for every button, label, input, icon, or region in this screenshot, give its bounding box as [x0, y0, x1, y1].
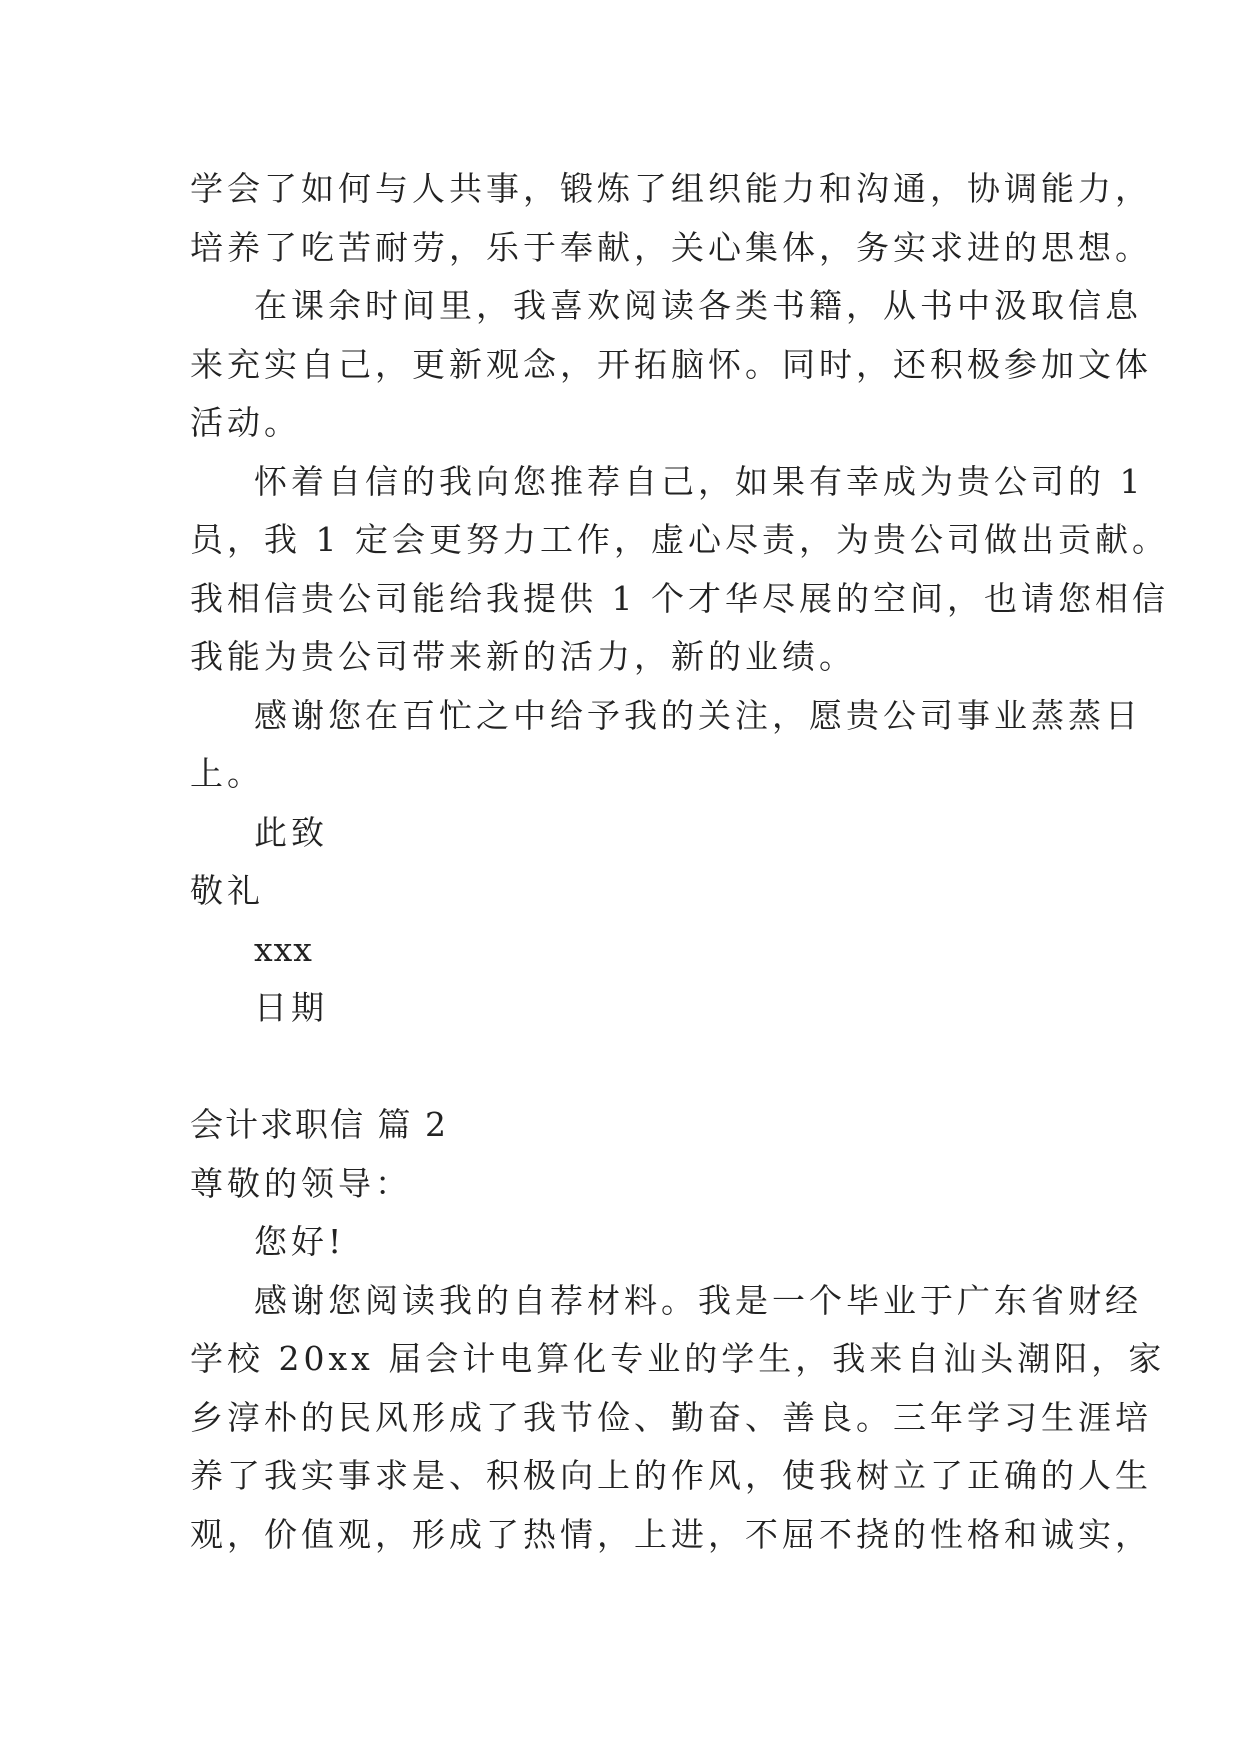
paragraph-line: 养了我实事求是、积极向上的作风，使我树立了正确的人生: [190, 1456, 1152, 1495]
paragraph-line: 乡淳朴的民风形成了我节俭、勤奋、善良。三年学习生涯培: [190, 1397, 1152, 1437]
paragraph-line: 学校 20xx 届会计电算化专业的学生，我来自汕头潮阳，家: [190, 1339, 1166, 1378]
signature-date: 日期: [254, 988, 328, 1027]
paragraph-line: 来充实自己，更新观念，开拓脑怀。同时，还积极参加文体: [190, 344, 1152, 384]
paragraph-line: 感谢您阅读我的自荐材料。我是一个毕业于广东省财经: [254, 1280, 1142, 1320]
section-heading: 会计求职信 篇 2: [190, 1105, 448, 1144]
greeting: 您好!: [254, 1222, 346, 1261]
section-gap: [190, 1038, 1070, 1097]
salutation: 尊敬的领导：: [190, 1163, 412, 1203]
paragraph-line: 员，我 1 定会更努力工作，虚心尽责，为贵公司做出贡献。: [190, 520, 1169, 559]
signature-name: xxx: [254, 929, 313, 969]
paragraph-line: 活动。: [190, 403, 301, 442]
document-body: [190, 160, 1169, 1564]
paragraph-line: 我相信贵公司能给我提供 1 个才华尽展的空间，也请您相信: [190, 578, 1169, 618]
closing-phrase: 此致: [254, 812, 328, 852]
paragraph-line: 在课余时间里，我喜欢阅读各类书籍，从书中汲取信息: [254, 286, 1142, 325]
paragraph-line: 观，价值观，形成了热情，上进，不屈不挠的性格和诚实，: [190, 1514, 1152, 1554]
paragraph-line: 怀着自信的我向您推荐自己，如果有幸成为贵公司的 1: [254, 461, 1145, 501]
paragraph-line: 我能为贵公司带来新的活力，新的业绩。: [190, 637, 856, 676]
paragraph-line: 学会了如何与人共事，锻炼了组织能力和沟通，协调能力，: [190, 169, 1152, 208]
paragraph-line: 培养了吃苦耐劳，乐于奉献，关心集体，务实求进的思想。: [190, 227, 1152, 267]
closing-salute: 敬礼: [190, 871, 264, 910]
paragraph-line: 感谢您在百忙之中给予我的关注，愿贵公司事业蒸蒸日: [254, 695, 1142, 735]
paragraph-line: 上。: [190, 754, 264, 793]
